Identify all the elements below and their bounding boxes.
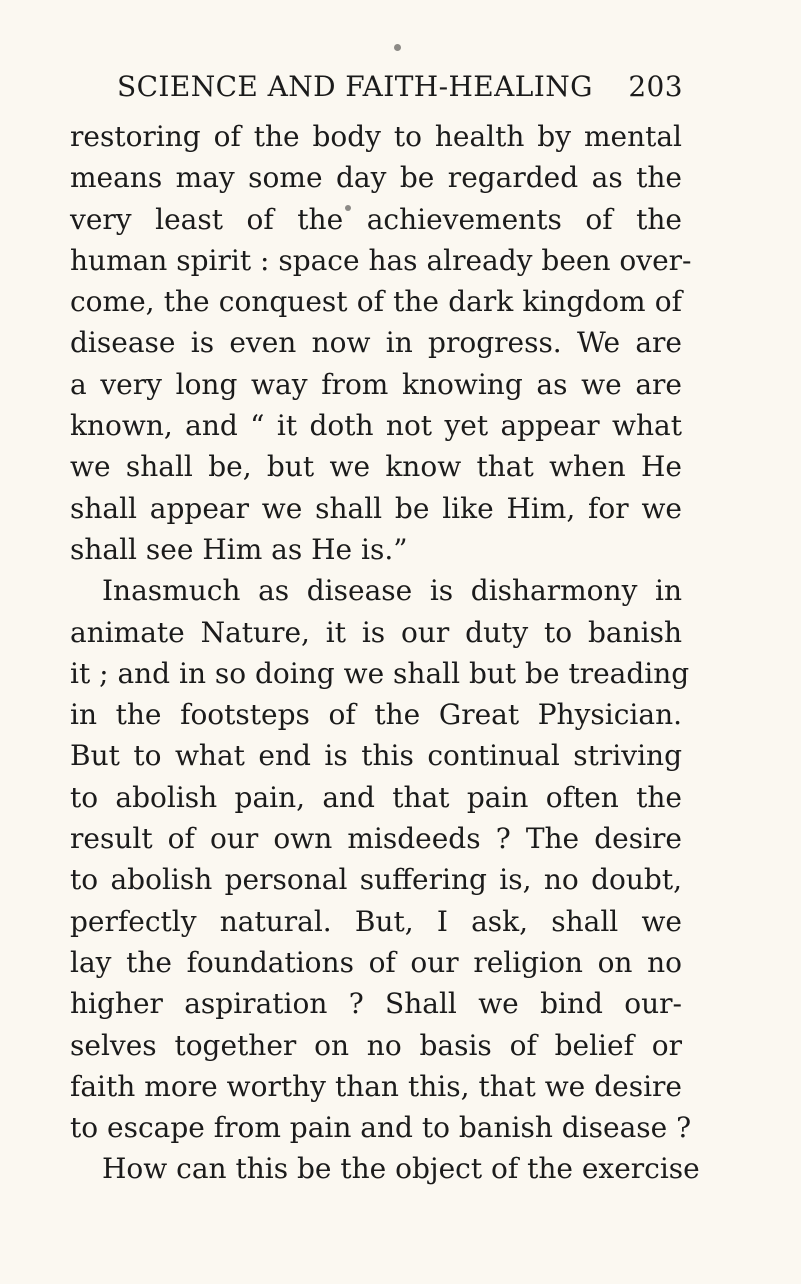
text-line: animate Nature, it is our duty to banish xyxy=(70,615,682,649)
text-line: selves together on no basis of belief or xyxy=(70,1028,682,1062)
page-number: 203 xyxy=(628,70,683,103)
page-header xyxy=(117,70,683,110)
text-line: shall see Him as He is.” xyxy=(70,532,408,566)
text-line: How can this be the object of the exercise xyxy=(102,1152,700,1186)
text-line: lay the foundations of our religion on no xyxy=(70,945,682,979)
text-line: come, the conquest of the dark kingdom of xyxy=(70,285,682,319)
text-line: we shall be, but we know that when He xyxy=(70,450,682,484)
text-line: result of our own misdeeds ? The desire xyxy=(70,822,682,856)
text-line: it ; and in so doing we shall but be treading xyxy=(70,656,690,690)
text-line: to abolish pain, and that pain often the xyxy=(70,780,682,814)
text-line: known, and “ it doth not yet appear what xyxy=(70,409,682,443)
text-line: Inasmuch as disease is disharmony in xyxy=(102,574,682,608)
ink-speck xyxy=(394,44,401,51)
text-line: means may some day be regarded as the xyxy=(70,161,682,195)
text-line: disease is even now in progress. We are xyxy=(70,326,682,360)
text-line: human spirit : space has already been over- xyxy=(70,243,692,277)
text-line: perfectly natural. But, I ask, shall we xyxy=(70,904,682,938)
text-line: in the footsteps of the Great Physician. xyxy=(70,698,682,732)
body-text xyxy=(70,116,700,1190)
text-line: to escape from pain and to banish disease ? xyxy=(70,1111,692,1145)
text-line: a very long way from knowing as we are xyxy=(70,367,682,401)
text-line: But to what end is this continual striving xyxy=(70,739,682,773)
text-line: very least of the achievements of the xyxy=(70,202,682,236)
running-head: SCIENCE AND FAITH-HEALING xyxy=(117,70,593,103)
text-line: shall appear we shall be like Him, for we xyxy=(70,491,682,525)
text-line: higher aspiration ? Shall we bind our- xyxy=(70,987,682,1021)
text-line: faith more worthy than this, that we desire xyxy=(70,1069,682,1103)
text-line: restoring of the body to health by mental xyxy=(70,120,682,153)
text-line: to abolish personal suffering is, no doubt, xyxy=(70,863,682,897)
